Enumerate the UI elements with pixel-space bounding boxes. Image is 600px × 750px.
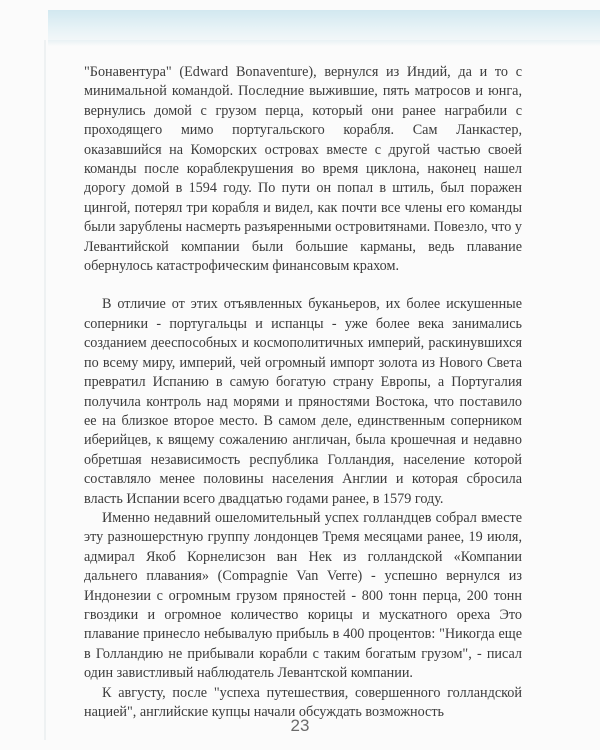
binding-gutter [44,40,46,740]
header-band [48,10,600,40]
header-band-shadow [48,40,600,46]
body-text [84,63,522,722]
paragraph-1: "Бонавентура" (Edward Bonaventure), вернулся из Индий, да и то с минимальной командой. Последние выжившие, пять матросов и юнга, вернулись домой с грузом перца, который они ранее награбили с проходящего мимо португальского корабля. Сам Ланкастер, оказавшийся на Коморских островах вместе с другой частью своей команды после кораблекрушения во время циклона, наконец нашел дорогу домой в 1594 году. По пути он попал в штиль, был поражен цингой, потерял три корабля и видел, как почти все члены его команды были зарублены насмерть разъяренными островитянами. Повезло, что у Левантийской компании были большие карманы, ведь плавание обернулось катастрофическим финансовым крахом. [84,64,522,275]
paragraph-4: К августу, после "успеха путешествия, совершенного голландской нацией", английские купцы начали обсуждать возможность [84,684,522,720]
paragraph-2: В отличие от этих отъявленных буканьеров, их более искушенные соперники - португальцы и испанцы - уже более века занимались созданием дееспособных и космополитичных империй, раскинувшихся по всему миру, империй, чей огромный импорт золота из Нового Света превратил Испанию в самую богатую страну Европы, а Португалия получила контроль над морями и пряностями Востока, что поставило ее на близкое второе место. В самом деле, единственным соперником иберийцев, к вящему сожалению англичан, была крошечная и недавно обретшая независимость республика Голландия, население которой составляло менее половины населения Англии и которая сбросила власть Испании всего двадцатью годами ранее, в 1579 году. [84,296,522,507]
paragraph-3: Именно недавний ошеломительный успех голландцев собрал вместе эту разношерстную группу лондонцев Тремя месяцами ранее, 19 июля, адмирал Якоб Корнелисзон ван Нек из голландской «Компании дальнего плавания» (Compagnie Van Verre) - успешно вернулся из Индонезии с огромным грузом пряностей - 800 тонн перца, 200 тонн гвоздики и огромное количество корицы и мускатного ореха Это плавание принесло небывалую прибыль в 400 процентов: "Никогда еще в Голландию не прибывали корабли с таким богатым грузом", - писал один завистливый наблюдатель Левантской компании. [84,509,522,682]
page-number: 23 [290,716,310,735]
